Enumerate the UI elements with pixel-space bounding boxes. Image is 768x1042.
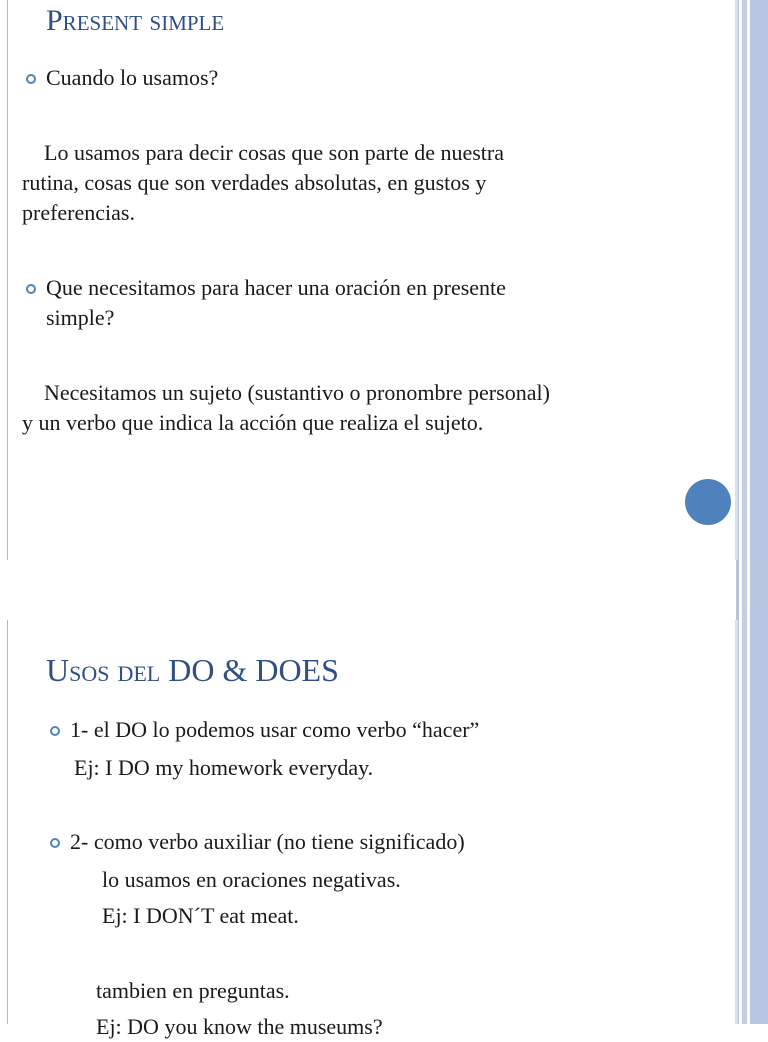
bullet-icon [50, 726, 60, 736]
bullet-cuando-lo-usamos: Cuando lo usamos? [46, 65, 219, 90]
bullet-verbo-auxiliar: 2- como verbo auxiliar (no tiene significado) [70, 829, 465, 854]
paragraph-line: Lo usamos para decir cosas que son parte de nuestra [44, 140, 505, 165]
paragraph-line: y un verbo que indica la acción que realiza el sujeto. [22, 410, 484, 435]
bullet-que-necesitamos-cont: simple? [46, 305, 115, 330]
bullet-icon [50, 838, 60, 848]
example-line: Ej: I DON´T eat meat. [102, 903, 299, 928]
example-line: Ej: I DO my homework everyday. [74, 755, 374, 780]
right-decorative-band [736, 0, 768, 1024]
bullet-icon [26, 284, 36, 294]
text-line: lo usamos en oraciones negativas. [102, 867, 401, 892]
bullet-icon [26, 74, 36, 84]
paragraph-line: rutina, cosas que son verdades absolutas, en gustos y [22, 170, 487, 195]
slide-title: Usos del DO & DOES [46, 652, 339, 688]
example-line: Ej: DO you know the museums? [96, 1014, 383, 1039]
decorative-circle [685, 479, 731, 525]
bullet-que-necesitamos: Que necesitamos para hacer una oración en presente [46, 275, 506, 300]
slide-left-border [0, 0, 8, 560]
bullet-do-hacer: 1- el DO lo podemos usar como verbo “hacer” [70, 717, 480, 742]
text-line: tambien en preguntas. [96, 978, 290, 1003]
paragraph-line: Necesitamos un sujeto (sustantivo o pronombre personal) [44, 380, 550, 405]
paragraph-line: preferencias. [22, 200, 135, 225]
slide-left-border [0, 620, 8, 1024]
slide-title: Present simple [46, 4, 225, 37]
